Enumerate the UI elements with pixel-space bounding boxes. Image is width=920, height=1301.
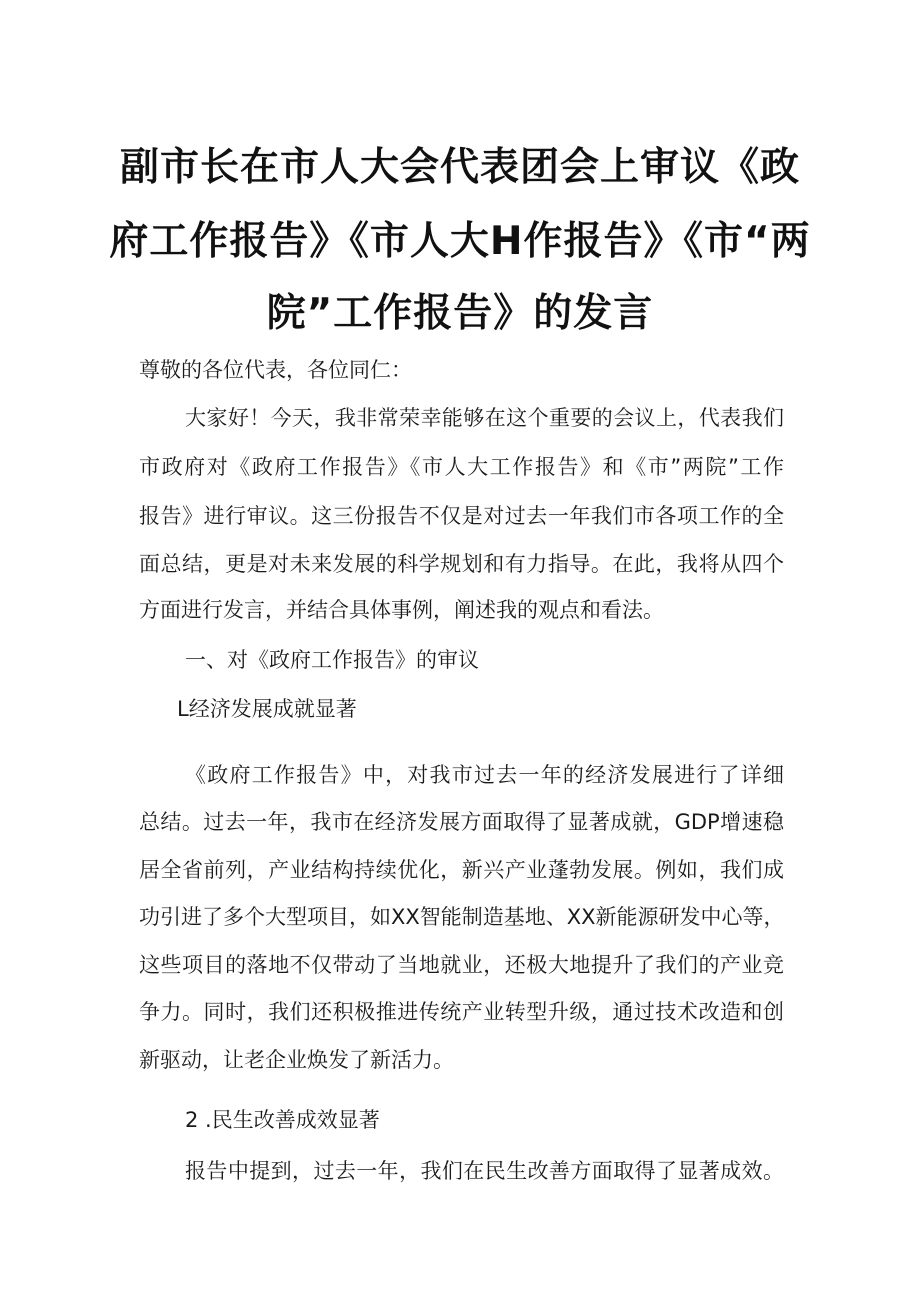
- paragraph-line: 这些项目的落地不仅带动了当地就业，还极大地提升了我们的产业竞: [139, 953, 784, 977]
- title-line-1: 副市长在市人大会代表团会上审议《政: [119, 145, 800, 190]
- paragraph-line: 报告中提到，过去一年，我们在民生改善方面取得了显著成效。: [185, 1159, 784, 1183]
- subsection-heading: L经济发展成就显著: [177, 697, 357, 721]
- section-heading: 一、对《政府工作报告》的审议: [185, 648, 479, 672]
- subsection-heading: 2 .民生改善成效显著: [185, 1108, 380, 1132]
- intro-line: 面总结，更是对未来发展的科学规划和有力指导。在此，我将从四个: [139, 552, 784, 576]
- paragraph-line: 新驱动，让老企业焕发了新活力。: [139, 1048, 454, 1072]
- paragraph-line: 争力。同时，我们还积极推进传统产业转型升级，通过技术改造和创: [139, 1000, 784, 1024]
- paragraph-line: 居全省前列，产业结构持续优化，新兴产业蓬勃发展。例如，我们成: [139, 858, 784, 882]
- paragraph-line: 总结。过去一年，我市在经济发展方面取得了显著成就，GDP增速稳: [139, 810, 784, 834]
- intro-line: 市政府对《政府工作报告》《市人大工作报告》和《市”两院”工作: [139, 455, 784, 479]
- intro-line: 方面进行发言，并结合具体事例，阐述我的观点和看法。: [139, 598, 664, 622]
- salutation: 尊敬的各位代表，各位同仁：: [139, 358, 412, 382]
- intro-line: 大家好！今天，我非常荣幸能够在这个重要的会议上，代表我们: [185, 406, 784, 430]
- intro-line: 报告》进行审议。这三份报告不仅是对过去一年我们市各项工作的全: [139, 504, 784, 528]
- paragraph-line: 功引进了多个大型项目，如XX智能制造基地、XX新能源研发中心等，: [139, 905, 785, 929]
- title-line-2: 府工作报告》《市人大H作报告》《市“两: [109, 219, 811, 264]
- paragraph-line: 《政府工作报告》中，对我市过去一年的经济发展进行了详细: [185, 763, 784, 787]
- title-line-3: 院”工作报告》的发言: [266, 291, 654, 336]
